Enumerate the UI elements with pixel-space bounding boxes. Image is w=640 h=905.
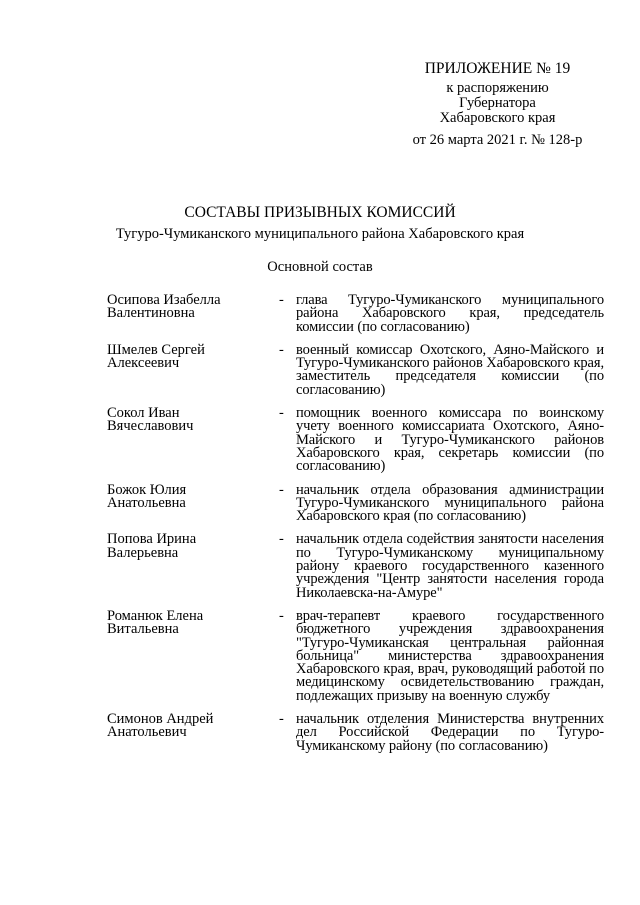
members-list — [107, 294, 604, 763]
document-title: СОСТАВЫ ПРИЗЫВНЫХ КОМИССИЙ — [184, 204, 456, 221]
member-patronymic: Анатольевна — [107, 494, 186, 511]
member-dash: - — [279, 711, 284, 728]
member-patronymic: Валентиновна — [107, 305, 195, 322]
member-patronymic: Витальевна — [107, 621, 179, 638]
member-role: помощник военного комиссара по воинскому учету военного комиссариата Охотского, Аяно-Майского и Тугуро-Чумиканского районов Хабаровского края, секретарь комиссии (по согласованию) — [296, 405, 604, 475]
member-surname-firstname: Попова Ирина — [107, 531, 197, 548]
member-patronymic: Анатольевич — [107, 724, 187, 741]
member-row — [107, 341, 604, 398]
section-title: Основной состав — [267, 259, 373, 275]
appendix-title: ПРИЛОЖЕНИЕ № 19 — [424, 60, 571, 77]
appendix-line-region: Хабаровского края — [439, 110, 556, 126]
member-surname-firstname: Сокол Иван — [107, 405, 180, 422]
member-role: начальник отдела содействия занятости населения по Тугуро-Чумиканскому муниципальному району краевого государственного казенного учреждения "Центр занятости населения города Николаевска-на-Амуре" — [296, 531, 604, 601]
member-name — [107, 407, 279, 473]
member-role: глава Тугуро-Чумиканского муниципального района Хабаровского края, председатель комиссии (по согласованию) — [296, 292, 604, 335]
member-patronymic: Алексеевич — [107, 355, 180, 372]
member-surname-firstname: Божок Юлия — [107, 481, 187, 498]
member-name — [107, 607, 279, 703]
member-patronymic: Вячеславович — [107, 418, 194, 435]
member-dash: - — [279, 607, 284, 624]
member-dash: - — [279, 341, 284, 358]
member-role: врач-терапевт краевого государственного бюджетного учреждения здравоохранения "Тугуро-Чумиканская центральная районная больница" министерства здравоохранения Хабаровского края, врач, руководящий работой по медицинскому освидетельствованию граждан, подлежащих призыву на военную службу — [296, 607, 604, 704]
member-name — [107, 713, 279, 753]
member-surname-firstname: Симонов Андрей — [107, 711, 214, 728]
member-row — [107, 481, 604, 525]
member-surname-firstname: Осипова Изабелла — [107, 292, 221, 308]
member-surname-firstname: Романюк Елена — [107, 607, 204, 624]
member-row — [107, 407, 604, 473]
appendix-date: от 26 марта 2021 г. № 128-р — [412, 132, 583, 148]
member-dash: - — [279, 292, 284, 308]
member-role: начальник отделения Министерства внутренних дел Российской Федерации по Тугуро-Чумиканскому району (по согласованию) — [296, 711, 604, 754]
member-dash: - — [279, 405, 284, 422]
member-patronymic: Валерьевна — [107, 544, 179, 561]
document-subtitle: Тугуро-Чумиканского муниципального района Хабаровского края — [115, 226, 525, 242]
member-role: военный комиссар Охотского, Аяно-Майского и Тугуро-Чумиканского районов Хабаровского края, заместитель председателя комиссии (по согласованию) — [296, 341, 604, 398]
appendix-line-order: к распоряжению — [446, 80, 549, 96]
member-row — [107, 533, 604, 599]
member-name — [107, 294, 279, 334]
member-dash: - — [279, 481, 284, 498]
member-name — [107, 341, 279, 397]
member-row — [107, 294, 604, 334]
appendix-line-governor: Губернатора — [459, 95, 536, 111]
member-role: начальник отдела образования администрации Тугуро-Чумиканского муниципального района Хабаровского края (по согласованию) — [296, 481, 604, 525]
member-name — [107, 481, 279, 524]
member-name — [107, 533, 279, 599]
appendix-block — [390, 60, 605, 148]
member-row — [107, 713, 604, 753]
member-surname-firstname: Шмелев Сергей — [107, 341, 205, 358]
member-dash: - — [279, 531, 284, 548]
member-row — [107, 607, 604, 704]
document-title-block — [60, 204, 580, 243]
